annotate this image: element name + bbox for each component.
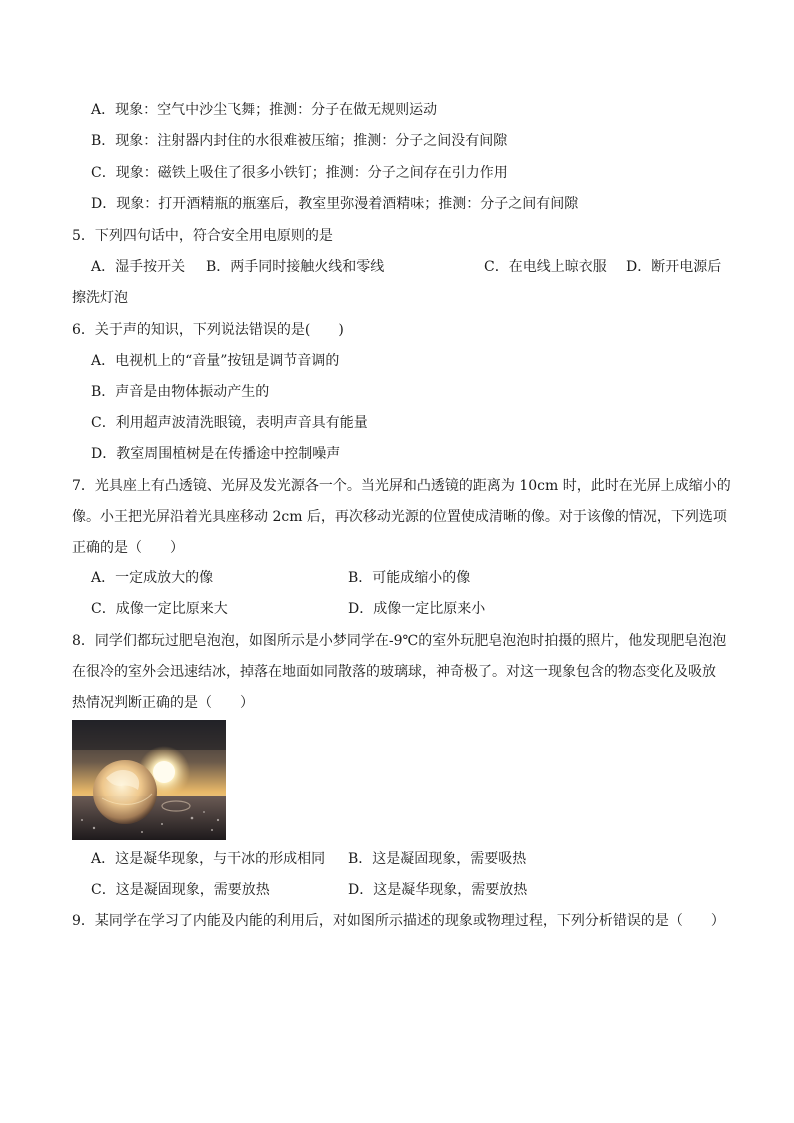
q5-option-c: C．在电线上晾衣服 (484, 259, 607, 275)
q8-option-d: D．这是凝华现象，需要放热 (348, 882, 528, 898)
q5-option-d: D．断开电源后 (626, 259, 722, 275)
q4-option-d: D．现象：打开酒精瓶的瓶塞后，教室里弥漫着酒精味；推测：分子之间有间隙 (91, 196, 579, 212)
q4-option-a: A．现象：空气中沙尘飞舞；推测：分子在做无规则运动 (91, 102, 438, 118)
q5-stem: 5．下列四句话中，符合安全用电原则的是 (72, 228, 333, 244)
q7-stem-line1: 7．光具座上有凸透镜、光屏及发光源各一个。当光屏和凸透镜的距离为 10cm 时，此时在光屏上成缩小的 (72, 478, 731, 494)
q5-option-b: B．两手同时接触火线和零线 (206, 259, 385, 275)
q8-stem-line2: 在很冷的室外会迅速结冰，掉落在地面如同散落的玻璃球，神奇极了。对这一现象包含的物态变化及吸放 (72, 664, 716, 680)
q7-option-b: B．可能成缩小的像 (348, 570, 471, 586)
q4-option-c: C．现象：磁铁上吸住了很多小铁钉；推测：分子之间存在引力作用 (91, 165, 508, 181)
q8-option-a: A．这是凝华现象，与干冰的形成相同 (91, 851, 326, 867)
q7-stem-line2: 像。小王把光屏沿着光具座移动 2cm 后，再次移动光源的位置使成清晰的像。对于该像的情况，下列选项 (72, 509, 727, 525)
q8-option-c: C．这是凝固现象，需要放热 (91, 882, 270, 898)
frozen-soap-bubble-photo (72, 720, 226, 840)
q8-stem-line1: 8．同学们都玩过肥皂泡泡，如图所示是小梦同学在-9℃的室外玩肥皂泡泡时拍摄的照片，他发现肥皂泡泡 (72, 633, 727, 649)
q7-option-c: C．成像一定比原来大 (91, 601, 228, 617)
q9-stem: 9．某同学在学习了内能及内能的利用后，对如图所示描述的现象或物理过程，下列分析错误的是（ ） (72, 913, 725, 929)
q5-option-d-continued: 擦洗灯泡 (72, 290, 128, 306)
q6-option-d: D．教室周围植树是在传播途中控制噪声 (91, 446, 341, 462)
q7-option-d: D．成像一定比原来小 (348, 601, 486, 617)
q5-option-a: A．湿手按开关 (91, 259, 186, 275)
q6-option-b: B．声音是由物体振动产生的 (91, 384, 270, 400)
q6-option-c: C．利用超声波清洗眼镜，表明声音具有能量 (91, 415, 368, 431)
q8-option-b: B．这是凝固现象，需要吸热 (348, 851, 527, 867)
q4-option-b: B．现象：注射器内封住的水很难被压缩；推测：分子之间没有间隙 (91, 133, 508, 149)
q7-option-a: A．一定成放大的像 (91, 570, 214, 586)
q8-stem-line3: 热情况判断正确的是（ ） (72, 695, 254, 711)
q7-stem-line3: 正确的是（ ） (72, 540, 184, 556)
q6-option-a: A．电视机上的“音量”按钮是调节音调的 (91, 353, 340, 369)
q6-stem: 6．关于声的知识，下列说法错误的是( ) (72, 322, 344, 338)
